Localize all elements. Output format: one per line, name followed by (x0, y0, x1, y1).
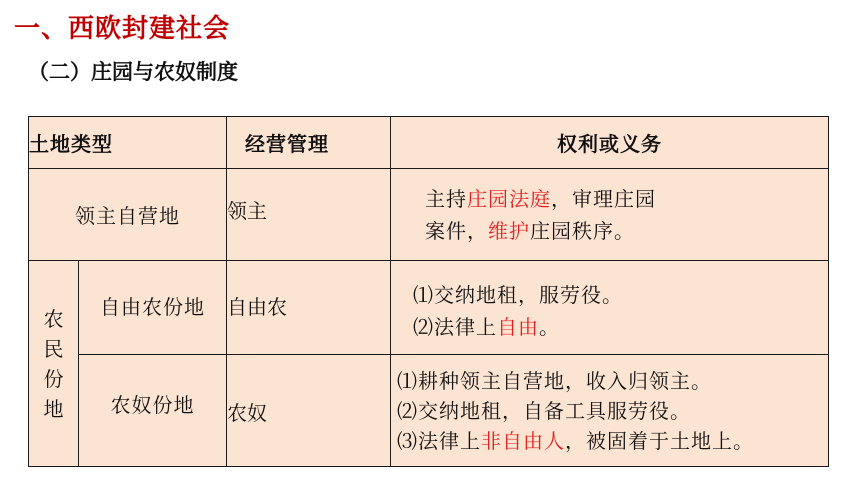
section-subtitle: （二）庄园与农奴制度 (28, 60, 238, 84)
cell-lord-rights (391, 169, 829, 261)
cell-peasant-group: 农 民 份 地 (29, 261, 79, 467)
rights-line: ⑴耕种领主自营地，收入归领主。 (397, 368, 712, 393)
cell-serf-manager: 农奴 (227, 355, 391, 467)
table-row-serf (29, 355, 829, 467)
header-rights: 权利或义务 (391, 117, 829, 169)
header-land-type: 土地类型 (29, 117, 227, 169)
rights-line: ⑵交纳地租，自备工具服劳役。 (397, 398, 691, 423)
rights-line: ⑶法律上非自由人，被固着于土地上。 (397, 428, 754, 453)
cell-serf-land: 农奴份地 (79, 355, 227, 467)
rights-line: 主持庄园法庭，审理庄园 (425, 186, 656, 211)
cell-lord-manager: 领主 (227, 169, 391, 261)
header-management: 经营管理 (227, 117, 391, 169)
table-row-free (29, 261, 829, 355)
table-row-lord (29, 169, 829, 261)
rights-line: 案件，维护庄园秩序。 (425, 218, 635, 243)
header-row (29, 117, 829, 169)
cell-free-manager: 自由农 (227, 261, 391, 355)
cell-free-land: 自由农份地 (79, 261, 227, 355)
rights-line: ⑴交纳地租，服劳役。 (413, 282, 623, 307)
page-title: 一、西欧封建社会 (14, 14, 231, 44)
cell-lord-land: 领主自营地 (29, 169, 227, 261)
rights-line: ⑵法律上自由。 (413, 314, 560, 339)
cell-serf-rights (391, 355, 829, 467)
cell-free-rights (391, 261, 829, 355)
manor-system-table (28, 116, 829, 467)
